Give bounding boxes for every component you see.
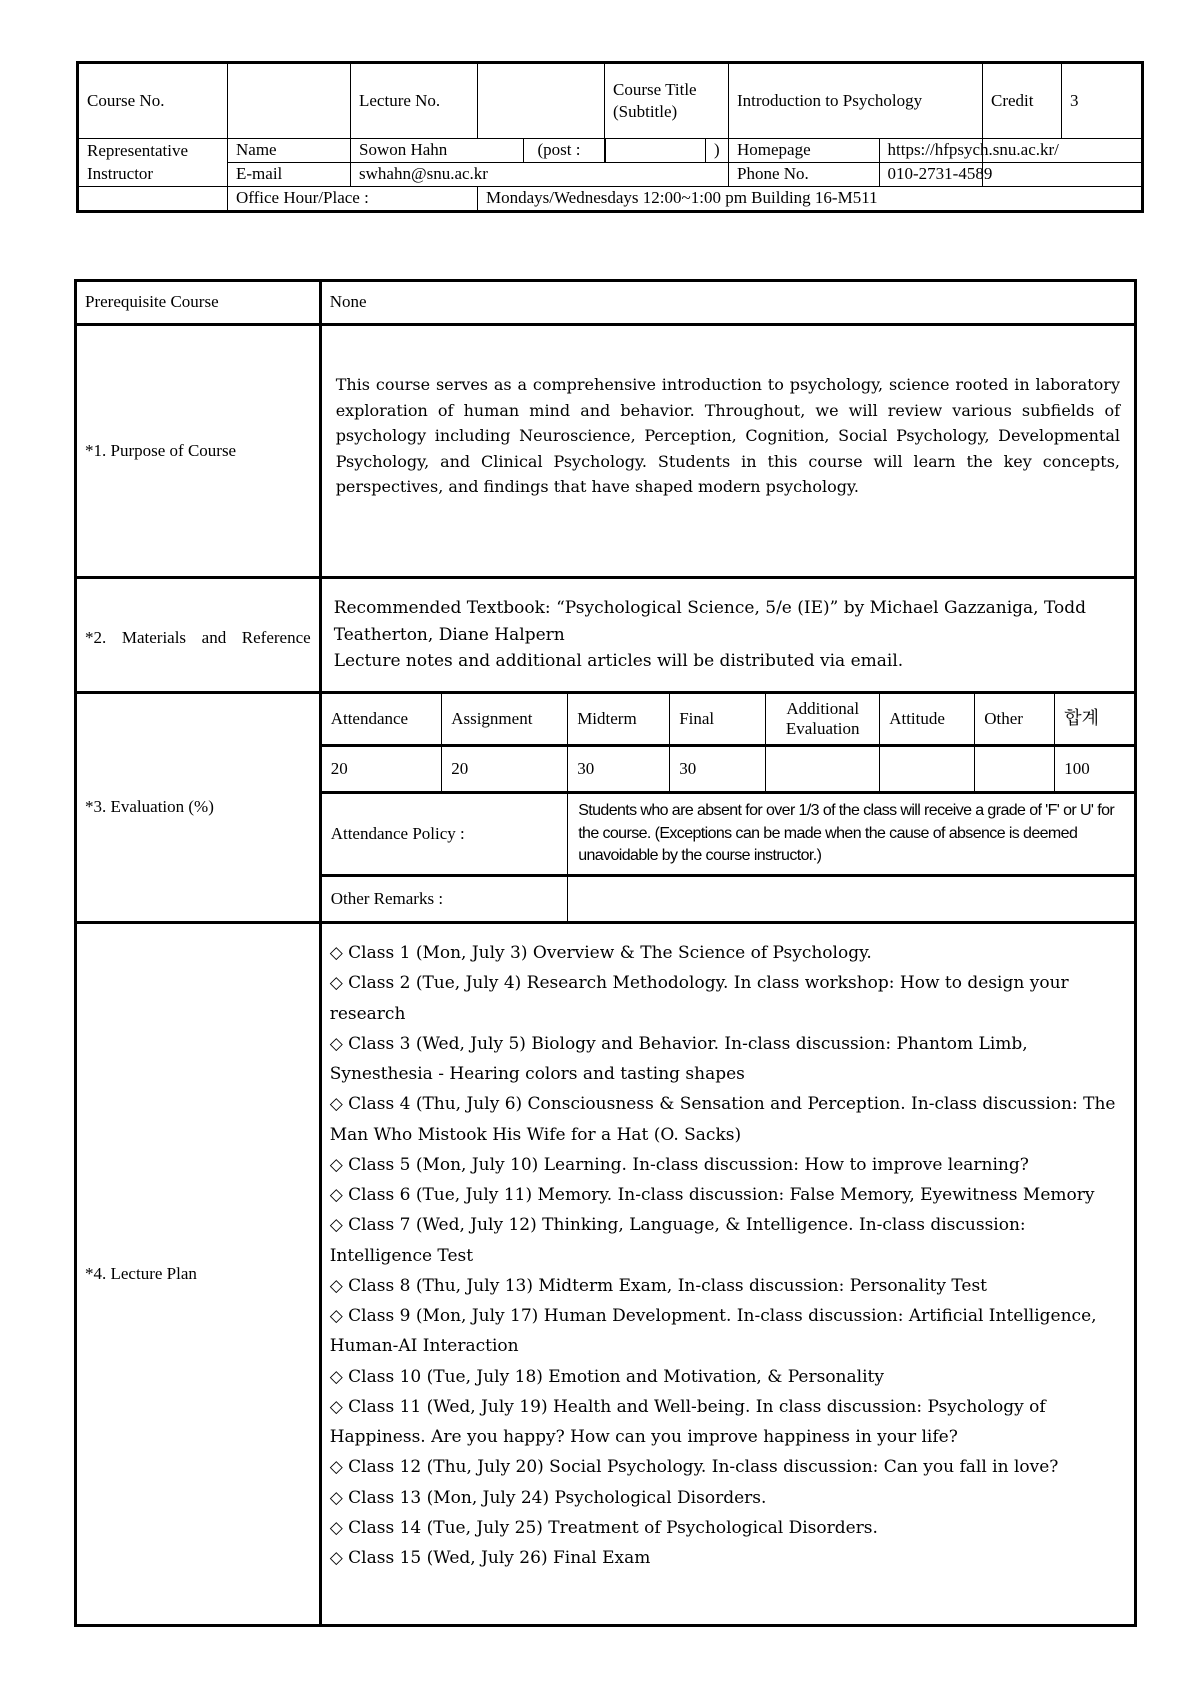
office-spacer: [78, 187, 228, 212]
prerequisite-value: None: [320, 281, 1135, 325]
eval-value-final: 30: [670, 746, 766, 793]
office-label: Office Hour/Place :: [228, 187, 478, 212]
materials-line-1: Recommended Textbook: “Psychological Science, 5/e (IE)” by Michael Gazzaniga, Todd Teatherton, Diane Halpern: [333, 598, 1086, 645]
lecture-plan-item: ◇ Class 3 (Wed, July 5) Biology and Behavior. In-class discussion: Phantom Limb, Synesthesia - Hearing colors and tasting shapes: [329, 1033, 1028, 1084]
other-remarks-label: Other Remarks :: [322, 876, 568, 922]
lecture-plan-list: [320, 923, 1135, 1626]
eval-header-attendance: Attendance: [322, 694, 442, 746]
evaluation-table: [322, 694, 1135, 921]
post-close: ): [714, 140, 720, 160]
post-value: [606, 139, 706, 162]
purpose-label: *1. Purpose of Course: [76, 325, 321, 578]
email-value: swhahn@snu.ac.kr: [359, 164, 488, 184]
course-title-value: Introduction to Psychology: [729, 63, 983, 139]
lecture-plan-item: ◇ Class 9 (Mon, July 17) Human Development. In-class discussion: Artificial Intelligence, Human-AI Interaction: [329, 1306, 1097, 1357]
lecture-no-value: [478, 63, 605, 139]
other-remarks-value: [568, 876, 1135, 922]
name-label: Name: [228, 139, 351, 163]
eval-header-total: 합계: [1055, 694, 1135, 746]
materials-line-2: Lecture notes and additional articles will be distributed via email.: [333, 651, 904, 672]
materials-label-text: *2. Materials and Reference: [85, 627, 311, 647]
instructor-label: Representative Instructor: [78, 139, 228, 187]
homepage-value: https://hfpsych.snu.ac.kr/: [887, 140, 1059, 160]
course-no-label: Course No.: [78, 63, 228, 139]
lecture-plan-item: ◇ Class 14 (Tue, July 25) Treatment of Psychological Disorders.: [329, 1517, 878, 1538]
lecture-plan-item: ◇ Class 6 (Tue, July 11) Memory. In-class discussion: False Memory, Eyewitness Memory: [329, 1185, 1095, 1205]
lecture-plan-item: ◇ Class 15 (Wed, July 26) Final Exam: [329, 1548, 651, 1568]
phone-value: 010-2731-4589: [887, 164, 993, 184]
lecture-plan-item: ◇ Class 12 (Thu, July 20) Social Psychology. In-class discussion: Can you fall in love?: [329, 1457, 1059, 1478]
homepage-label: Homepage: [729, 139, 879, 162]
eval-value-other: [975, 746, 1055, 793]
credit-value: 3: [1062, 63, 1143, 139]
lecture-plan-item: ◇ Class 13 (Mon, July 24) Psychological Disorders.: [329, 1487, 767, 1508]
lecture-plan-item: ◇ Class 7 (Wed, July 12) Thinking, Language, & Intelligence. In-class discussion: Intelligence Test: [329, 1215, 1026, 1266]
email-inner: [351, 163, 728, 186]
lecture-plan-item: ◇ Class 11 (Wed, July 19) Health and Well-being. In class discussion: Psychology of Happiness. Are you happy? How can you improve happiness in your life?: [329, 1396, 1046, 1447]
homepage-cell: [729, 139, 1059, 163]
post-inner: [605, 139, 730, 162]
eval-value-assignment: 20: [442, 746, 568, 793]
purpose-text: This course serves as a comprehensive introduction to psychology, science rooted in laboratory exploration of human mind and behavior. Throughout, we will review various subfields of psychology including Neuroscience, Perception, Cognition, Social Psychology, Developmental Psychology, and Clinical Psychology. Students in this course will learn the key concepts, perspectives, and findings that have shaped modern psychology.: [320, 325, 1135, 578]
post-cell: [605, 139, 729, 163]
homepage-inner: [729, 139, 1059, 162]
course-header-table: [76, 61, 1144, 213]
lecture-plan-item: ◇ Class 1 (Mon, July 3) Overview & The Science of Psychology.: [329, 943, 872, 963]
post-label: (post :: [537, 140, 581, 160]
email-label: E-mail: [228, 163, 351, 187]
phone-inner: [729, 163, 993, 186]
course-no-value: [228, 63, 351, 139]
phone-cell: [729, 163, 993, 187]
eval-header-final: Final: [670, 694, 766, 746]
credit-label: Credit: [983, 63, 1062, 139]
email-cell: [351, 163, 729, 187]
lecture-plan-item: ◇ Class 10 (Tue, July 18) Emotion and Motivation, & Personality: [329, 1366, 884, 1387]
eval-value-total: 100: [1055, 746, 1135, 793]
eval-header-attitude: Attitude: [880, 694, 975, 746]
eval-header-assignment: Assignment: [442, 694, 568, 746]
eval-value-attitude: [880, 746, 975, 793]
name-post-inner: [351, 139, 605, 162]
phone-label: Phone No.: [729, 163, 879, 186]
eval-value-midterm: 30: [568, 746, 670, 793]
materials-label: [76, 578, 321, 693]
eval-header-other: Other: [975, 694, 1055, 746]
materials-text: [320, 578, 1135, 693]
lecture-plan-item: ◇ Class 8 (Thu, July 13) Midterm Exam, In-class discussion: Personality Test: [329, 1275, 988, 1296]
course-title-label: Course Title (Subtitle): [605, 63, 729, 139]
prerequisite-label: Prerequisite Course: [76, 281, 321, 325]
lecture-plan-item: ◇ Class 2 (Tue, July 4) Research Methodology. In class workshop: How to design your research: [329, 973, 1069, 1024]
name-post-cell: [351, 139, 605, 163]
eval-value-additional: [766, 746, 880, 793]
eval-header-additional: Additional Evaluation: [766, 694, 880, 746]
office-value: Mondays/Wednesdays 12:00~1:00 pm Building 16-M511: [478, 187, 1143, 212]
attendance-policy-label: Attendance Policy :: [322, 793, 568, 876]
lecture-no-label: Lecture No.: [351, 63, 478, 139]
phone-spill: [983, 163, 1143, 187]
eval-header-midterm: Midterm: [568, 694, 670, 746]
name-value: Sowon Hahn: [351, 139, 523, 162]
lecture-plan-label: *4. Lecture Plan: [76, 923, 321, 1626]
evaluation-label: *3. Evaluation (%): [76, 693, 321, 923]
lecture-plan-item: ◇ Class 5 (Mon, July 10) Learning. In-class discussion: How to improve learning?: [329, 1154, 1029, 1175]
attendance-policy-text: Students who are absent for over 1/3 of the class will receive a grade of 'F' or U' for the course. (Exceptions can be made when the cause of absence is deemed unavoidable by the course instructor.): [568, 793, 1135, 876]
evaluation-cell: [320, 693, 1135, 923]
syllabus-table: [74, 279, 1137, 1627]
lecture-plan-item: ◇ Class 4 (Thu, July 6) Consciousness & Sensation and Perception. In-class discussion: The Man Who Mistook His Wife for a Hat (O. Sacks): [329, 1094, 1116, 1145]
eval-value-attendance: 20: [322, 746, 442, 793]
